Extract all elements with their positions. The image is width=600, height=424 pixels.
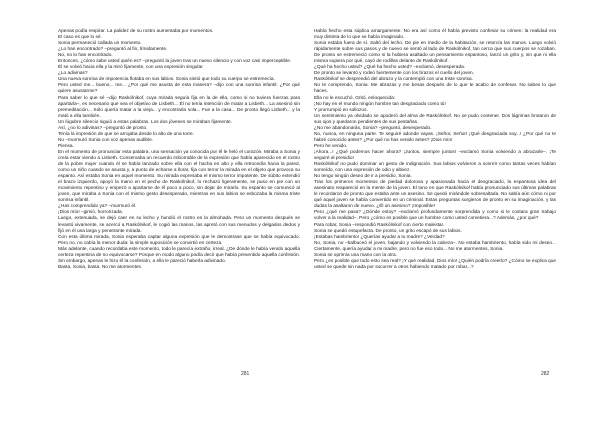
paragraph: Piensa. xyxy=(58,143,74,149)
paragraph: Tenía la impresión de que se arrojaba desde lo alto de una torre. xyxy=(58,131,194,137)
paragraph: Sonia permaneció callada un momento. xyxy=(58,41,142,47)
paragraph: No, Sonia, no –balbuceó el joven, bajando y volviendo la cabeza–. No estaba hambriento, había sido mi deseo... Ciertamente, quería ayudar a mi madre, pero no fue eso todo... No me atormentes, Sonia. xyxy=(314,240,556,252)
paragraph: Un lúgubre silencio siguió a estas palabras. Los dos jóvenes se miraban fijamente. xyxy=(58,119,233,125)
right-page-text xyxy=(314,29,556,271)
paragraph: Luego, extenuada, se dejó caer en su lecho y hundió el rostro en la almohada. Pero un momento después se levantó vivamente, se acercó a Raskólnikof, le cogió las manos, las apretó con sus menudos y delgados dedos y fijó en él una larga y penetrante mirada. xyxy=(58,216,300,234)
paragraph: Y prorrumpió en sollozos. xyxy=(314,107,368,113)
left-page-number: 281 xyxy=(241,371,250,377)
paragraph: Pero he venido. xyxy=(314,143,348,149)
paragraph: ¿Has comprendido ya? –murmuró él. xyxy=(58,204,137,210)
paragraph: Pero ¿es posible que todo esto sea real? ¡Y qué realidad, Dios mío! ¿Quién podría creerlo? ¿Cómo se explica que usted se quede sin nada por socorrer a otros habiendo matado por robar...? xyxy=(314,258,556,270)
paragraph: Sonia estaba fuera de sí. Saltó del lecho. De pie en medio de la habitación, se retorcía las manos. Luego volvió rápidamente sobre sus pasos y de nuevo se sentó al lado de Raskólnikof, tan cerca que sus cuerpos se rozaban. De pronto se estremeció como si la hubiera asaltado un pensamiento espantoso, lanzó un grito y, sin que ni ella misma supiera por qué, cayó de rodillas delante de Raskólnikof. xyxy=(314,41,556,65)
paragraph: Él se volvió hacia ella y la miró fijamente, con una expresión singular. xyxy=(58,65,204,71)
paragraph: No te comprendo, Sonia. Me abrazas y me besas después de lo que te acabo de confesar. No sabes lo que haces. xyxy=(314,83,556,95)
paragraph: Raskólnikof no pudo dominar un gesto de indignación. Sus labios volvieron a sonreír como tantas veces habían sonreído, con una expresión de odio y altivez. xyxy=(314,162,556,174)
left-page-text xyxy=(58,29,300,271)
paragraph: No tengo ningún deseo de ir a presidio, Sonia. xyxy=(314,174,412,180)
paragraph: Había hecho esta súplica amargamente. No era así como él había previsto confesar su crimen: la realidad era muy distinta de lo que se había imaginado. xyxy=(314,29,556,41)
paragraph: ¿No me abandonarás, Sonia? –preguntó, desesperado. xyxy=(314,125,432,131)
left-page xyxy=(58,29,300,412)
paragraph: ¿Qué ha hecho usted? ¿Qué ha hecho usted? –exclamó, desesperada. xyxy=(314,65,466,71)
paragraph: ¡Estabas hambriento! ¿Querías ayudar a tu madre? ¿Verdad? xyxy=(314,234,445,240)
paragraph: De pronto se levantó y rodeó fuertemente con los brazos el cuello del joven. xyxy=(314,71,475,77)
paragraph: ¿Lo han encontrado? –preguntó al fin, tímidamente. xyxy=(58,47,168,53)
paragraph: El caso es que lo sé. xyxy=(58,35,102,41)
paragraph: Entonces, ¿cómo sabe usted quién es? –preguntó la joven tras un nuevo silencio y con voz casi imperceptible. xyxy=(58,59,292,65)
right-page xyxy=(314,29,556,412)
paragraph: Tras los primeros momentos de piedad dolorosa y apasionada hacia el desgraciado, la espantosa idea del asesinato reapareció en la mente de la joven. El tono en que Raskólnikof había pronunciado sus últimas palabras le recordaron de pronto que estaba ante un asesino. Se quedó mirándole sobresaltada. No sabía aún cómo ni por qué aquel joven se había convertido en un criminal. Estas preguntas surgieron de pronto en su imaginación, y las dudas la asaltaron de nuevo. ¿Él un asesino? ¡Imposible! xyxy=(314,180,556,210)
right-page-number: 282 xyxy=(541,371,550,377)
paragraph: Apenas podía respirar. La palidez de su rostro aumentaba por momentos. xyxy=(58,29,214,34)
paragraph: Sonia se oprimía una mano con la otra. xyxy=(314,252,397,258)
paragraph: No, nunca, en ninguna parte. Te seguiré adonde vayas. ¡Señor, Señor! ¡Qué desgraciada soy...! ¿Por qué no te habré conocido antes? ¿Por qué no has venido antes? ¡Dios mío! xyxy=(314,131,556,143)
paragraph: No –murmuró Sonia con voz apenas audible. xyxy=(58,137,154,143)
paragraph: Un sentimiento ya olvidado se apoderó del alma de Raskólnikof. No se pudo contener. Dos lágrimas brotaron de sus ojos y quedaron pendientes de sus pestañas. xyxy=(314,113,556,125)
paragraph: Pero usted me... bueno... me... ¿Por qué me asusta de esta manera? –dijo con una sonrisa infantil. ¿Por qué quiere asustarme? xyxy=(58,83,300,95)
paragraph: Para saber lo que sé –dijo Raskólnikof, cuya mirada seguía fija en la de ella, como si no tuviera fuerzas para apartarla–, es necesario que sea el objetivo de Lisbeth... Él no tenía intención de matar a Lisbeth... La asesinó sin premeditación... Sólo quería matar a la vieja... y encontrarla sola... Fue a la casa... De pronto llegó Lisbeth... y la mató a ella también. xyxy=(58,95,300,119)
paragraph: ¡Ahora...! ¿Qué podemos hacer ahora? ¡Juntos, siempre juntos! –exclamó Sonia volviendo a abrazarle–. ¡Te seguiré al presidio! xyxy=(314,149,556,161)
paragraph: Una nueva sonrisa de impotencia flotaba en sus labios. Sonia sintió que todo su cuerpo se estremecía. xyxy=(58,77,275,83)
paragraph: Más adelante, cuando recordaba este momento, todo le parecía extraño, irreal. ¿De dónde le había venido aquella certeza repentina de no equivocarse? Porque en modo alguno podía decir que había presentido aquella confesión. Sin embargo, apenas le hizo él la confesión, a ella le pareció haberla adivinado. xyxy=(58,246,300,264)
paragraph: ¡No hay en el mundo ningún hombre tan desgraciado como tú! xyxy=(314,101,446,107)
paragraph: Pero ¿qué me pasa? ¿Dónde estoy? –exclamó profundamente sorprendida y como si le costara gran trabajo volver a la realidad–. Pero ¿cómo es posible que un hombre como usted cometiera...? Además, ¿por qué? xyxy=(314,210,556,222)
paragraph: En el momento de pronunciar esta palabra, una sensación ya conocida por él le heló el corazón. Miraba a Sonia y creía estar viendo a Lisbeth. Conservaba un recuerdo imborrable de la expresión que había aparecido en el rostro de la pobre mujer cuando él se había lanzado sobre ella con el hacha en alto y ella retrocedía hacia la pared, como un niño cuando se asusta y, a punto de echarse a llorar, fija con terror la mirada en el objeto que provoca su espanto. Así estaba Sonia en aquel momento. Su mirada expresaba el mismo terror impotente. De súbito extendió el brazo izquierdo, apoyó la mano en el pecho de Raskólnikof, lo rechazó ligeramente, se puso en pie con un movimiento repentino y empezó a apartarse de él poco a poco, sin dejar de mirarlo. Su espanto se comunicó al joven, que miraba a Sonia con el mismo gesto desesperado, mientras en sus labios se esbozaba la misma triste sonrisa infantil. xyxy=(58,149,300,204)
paragraph: Ella no le escuchó. Gritó, enloquecida: xyxy=(314,95,396,101)
paragraph: Con esta última mirada, Sonia esperaba captar alguna expresión que le demostrase que se había equivocado. Pero no, no cabía la menor duda: la simple suposición se convirtió en certeza. xyxy=(58,234,300,246)
paragraph: ¡Dios mío! –gimió, horrorizada. xyxy=(58,210,123,216)
paragraph: Para robar, Sonia –respondió Raskólnikof con cierto malestar. xyxy=(314,222,445,228)
paragraph: Así, ¿no lo adivinas? –preguntó de pronto. xyxy=(58,125,148,131)
paragraph: Sonia se quedó estupefacta. De pronto, un grito escapó de sus labios. xyxy=(314,228,462,234)
paragraph: Raskólnikof se desprendió del abrazo y la contempló con una triste sonrisa. xyxy=(314,77,473,83)
paragraph: ¿Lo adivinas? xyxy=(58,71,88,77)
paragraph: Basta, Sonia, basta. No me atormentes. xyxy=(58,264,143,270)
paragraph: No, no lo han encontrado. xyxy=(58,53,113,59)
